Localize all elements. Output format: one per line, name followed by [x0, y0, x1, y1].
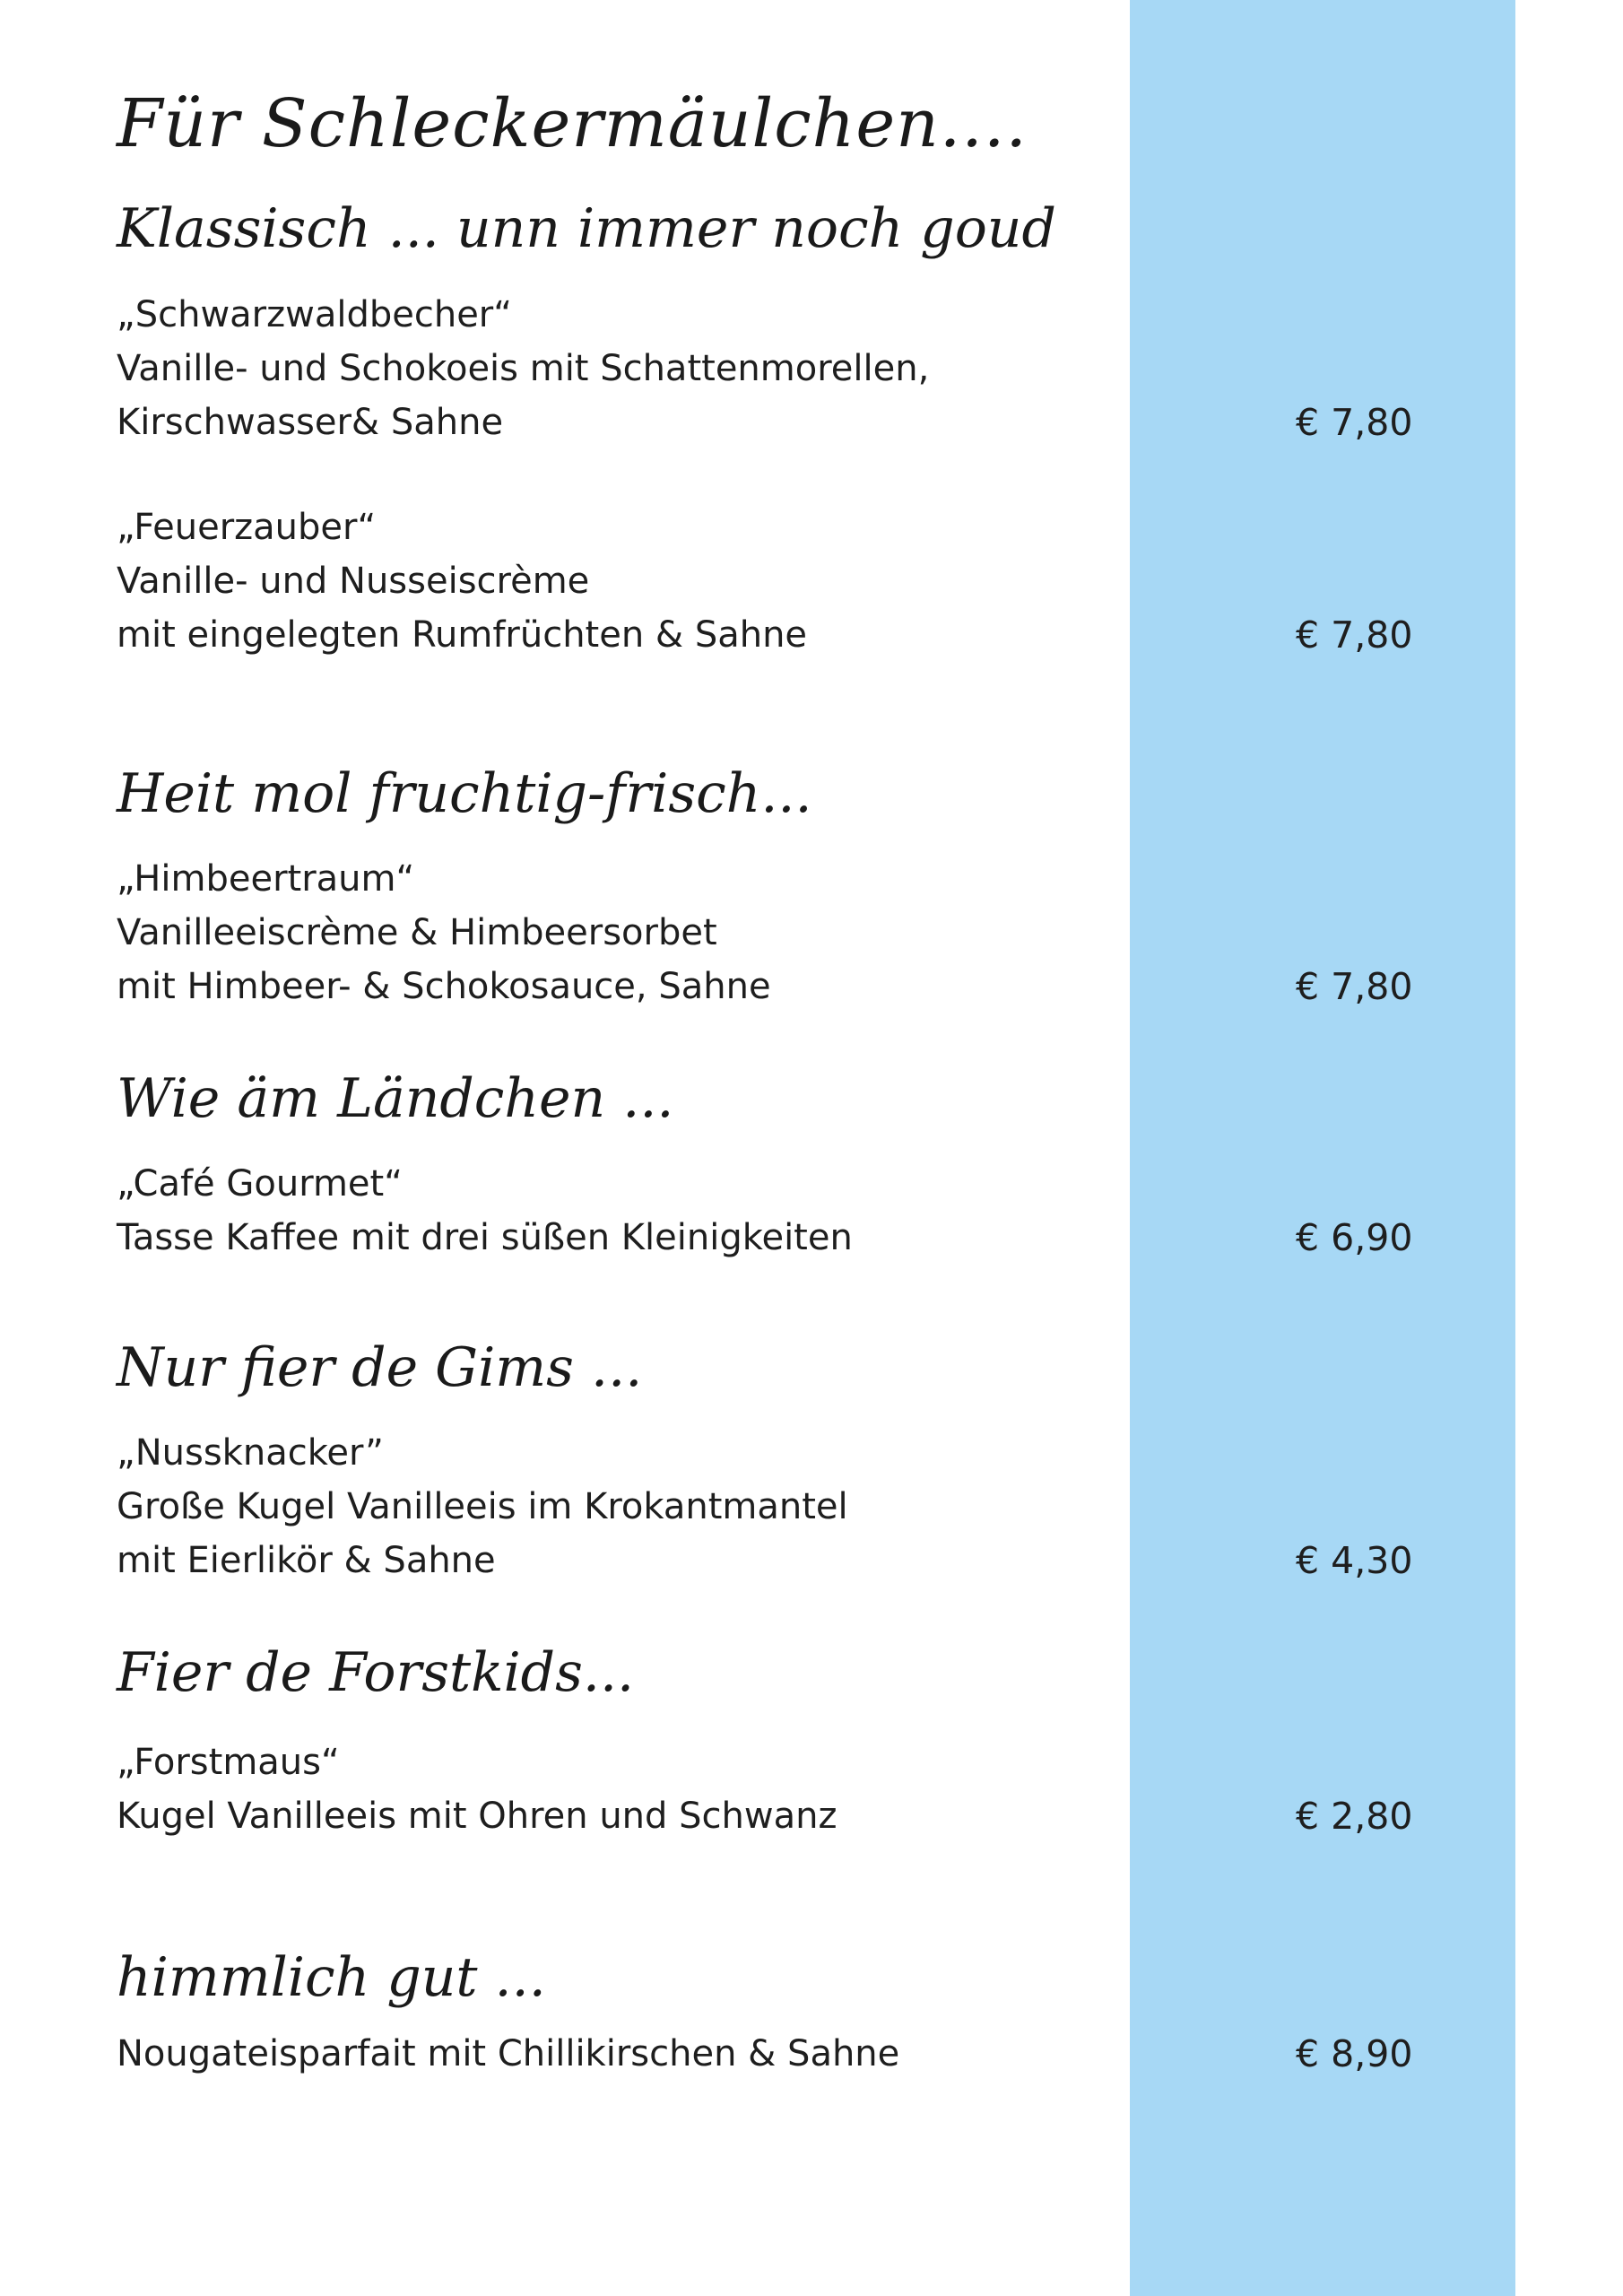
item-desc: Kugel Vanilleeis mit Ohren und Schwanz	[117, 1796, 838, 1837]
item-price: € 6,90	[1296, 1216, 1413, 1259]
item-desc: Große Kugel Vanilleeis im Krokantmantel	[117, 1486, 848, 1527]
menu-title: Für Schleckermäulchen....	[117, 85, 1028, 162]
section-heading-klassisch: Klassisch ... unn immer noch goud	[117, 197, 1056, 260]
item-desc: mit Himbeer- & Schokosauce, Sahne	[117, 966, 771, 1007]
item-desc: mit eingelegten Rumfrüchten & Sahne	[117, 614, 808, 656]
item-price: € 4,30	[1296, 1539, 1413, 1582]
section-heading-laendchen: Wie äm Ländchen ...	[117, 1067, 674, 1130]
item-price: € 7,80	[1296, 613, 1413, 657]
item-name-himbeertraum: „Himbeertraum“	[117, 858, 415, 900]
section-heading-fruchtig: Heit mol fruchtig-frisch...	[117, 762, 812, 825]
item-name-feuerzauber: „Feuerzauber“	[117, 507, 377, 548]
section-heading-gims: Nur fier de Gims ...	[117, 1336, 643, 1399]
item-desc-nougateisparfait: Nougateisparfait mit Chillikirschen & Sahne	[117, 2033, 900, 2074]
item-name-nussknacker: „Nussknacker”	[117, 1432, 384, 1474]
item-desc: Vanille- und Schokoeis mit Schattenmorellen,	[117, 348, 930, 389]
item-price: € 8,90	[1296, 2032, 1413, 2075]
item-desc: mit Eierlikör & Sahne	[117, 1540, 496, 1581]
item-desc: Vanille- und Nusseiscrème	[117, 561, 590, 602]
item-desc: Vanilleeiscrème & Himbeersorbet	[117, 912, 717, 953]
item-price: € 2,80	[1296, 1795, 1413, 1838]
item-name-schwarzwaldbecher: „Schwarzwaldbecher“	[117, 294, 512, 335]
section-heading-himmlich: himmlich gut ...	[117, 1946, 546, 2009]
item-desc: Kirschwasser& Sahne	[117, 402, 504, 443]
item-name-cafe-gourmet: „Café Gourmet“	[117, 1163, 403, 1205]
item-price: € 7,80	[1296, 965, 1413, 1008]
item-price: € 7,80	[1296, 401, 1413, 444]
section-heading-forstkids: Fier de Forstkids...	[117, 1641, 635, 1704]
item-desc: Tasse Kaffee mit drei süßen Kleinigkeiten	[117, 1217, 853, 1258]
price-column-band	[1130, 0, 1515, 2296]
item-name-forstmaus: „Forstmaus“	[117, 1742, 340, 1783]
